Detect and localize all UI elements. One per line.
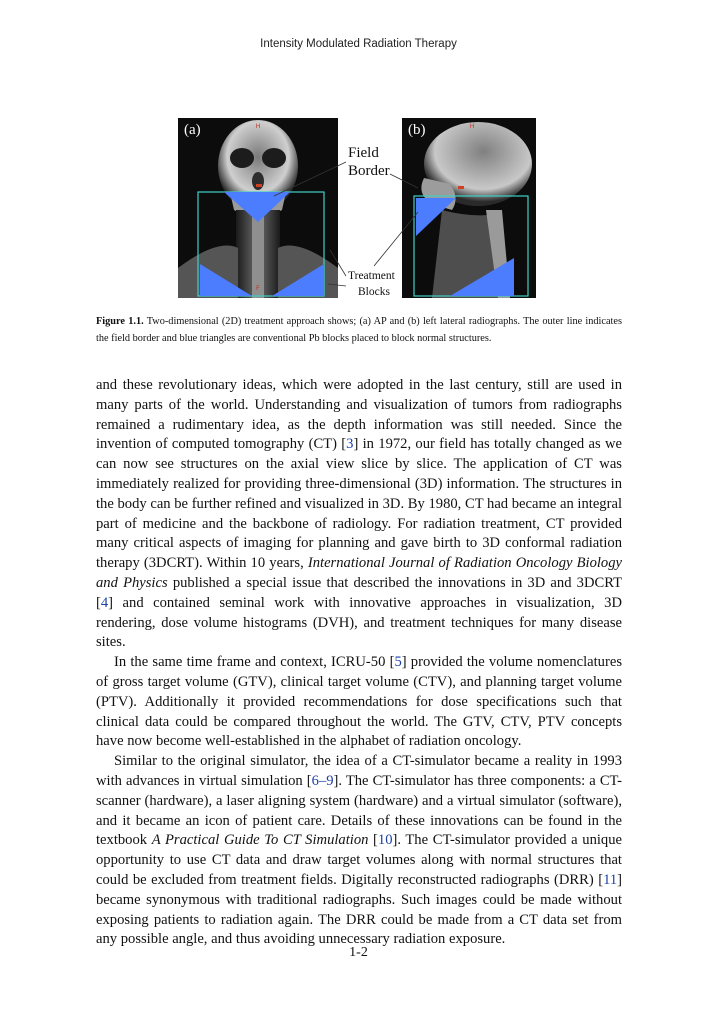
field-border-label: [348, 144, 390, 180]
journal-title: International Journal of Radiation Oncology Biology and Physics: [96, 555, 622, 591]
paragraph-3-text-d: ]. The CT-simulator provided a unique opportunity to use CT data and draw target volumes along with normal structures that could be excluded from treatment fields. Digitally reconstructed radiographs (DRR) [: [96, 832, 622, 888]
field-border-label-line1: Field: [348, 145, 379, 161]
panel-a-label: (a): [184, 122, 201, 138]
paragraph-2-text-b: ] provided the volume nomenclatures of gross target volume (GTV), clinical target volume (CTV), and planning target volume (PTV). Additionally it provided recommendations for dose specifications such that clinical data could be compared throughout the world. The GTV, CTV, PTV concepts have now become well-established in the alphabet of radiation oncology.: [96, 654, 622, 750]
figure-1-1: [178, 116, 548, 302]
paragraph-1-text-b: ] in 1972, our field has totally changed as we can now see structures on the axial view slice by slice. The application of CT was immediately realized for providing three-dimensional (3D) information. The structures in the body can be further refined and visualized in 3D. By 1980, CT had became an integral part of medicine and the backbone of radiology. For radiation treatment, CT provided many critical aspects of imaging for planning and gave birth to 3D conformal radiation therapy (3DCRT). Within 10 years,: [96, 436, 623, 572]
paragraph-3-text-b: ]. The CT-simulator has three components: a CT-scanner (hardware), a laser aligning system (hardware) and a virtual simulator (software), and it became an icon of patient care. Details of these innovations can be found in the textbook: [96, 772, 622, 849]
paragraph-1: [96, 376, 622, 653]
book-title: A Practical Guide To CT Simulation: [151, 832, 369, 849]
citation-link[interactable]: 4: [100, 594, 109, 611]
treatment-blocks-label-line1: Treatment: [348, 270, 395, 282]
citation-link[interactable]: 10: [377, 832, 393, 849]
field-border-label-line2: Border: [348, 163, 390, 179]
caption-text: Two-dimensional (2D) treatment approach shows; (a) AP and (b) left lateral radiographs. The outer line indicates the field border and blue triangles are conventional Pb blocks placed to block normal structures.: [96, 316, 622, 344]
citation-link[interactable]: 6–9: [311, 772, 334, 789]
running-header: Intensity Modulated Radiation Therapy: [260, 38, 457, 50]
body-text: [96, 376, 622, 950]
svg-text:H: H: [255, 124, 261, 130]
svg-text:H: H: [469, 124, 475, 130]
paragraph-1-text-c: published a special issue that described the innovations in 3D and 3DCRT [: [96, 574, 623, 611]
caption-label: Figure 1.1.: [96, 316, 144, 327]
paragraph-3-text-a: Similar to the original simulator, the idea of a CT-simulator became a reality in 1993 with advances in virtual simulation [: [96, 753, 622, 789]
svg-text:F: F: [256, 286, 260, 292]
paragraph-2-text-a: In the same time frame and context, ICRU-50 [: [114, 654, 395, 671]
figure-caption: [96, 313, 622, 347]
paragraph-3-text-e: ] became synonymous with traditional radiographs. Such images could be made without exposing patients to radiation again. The DRR could be made from a CT data set from any possible angle, and thus avoiding unnecessary radiation exposure.: [96, 871, 622, 948]
citation-link[interactable]: 11: [603, 871, 618, 888]
panel-b-label: (b): [408, 122, 426, 138]
paragraph-1-text-d: ] and contained seminal work with innovative approaches in visualization, 3D rendering, dose volume histograms (DVH), and treatment techniques for many disease sites.: [96, 594, 622, 651]
paragraph-1-text-a: and these revolutionary ideas, which were adopted in the last century, still are used in many parts of the world. Understanding and visualization of tumors from radiographs remained a rudimentary idea, as the depth information was still needed. Since the invention of computed tomography (CT) [: [96, 377, 622, 453]
page-number: 1-2: [349, 945, 368, 960]
citation-link[interactable]: 5: [394, 654, 402, 671]
treatment-blocks-label-line2: Blocks: [358, 286, 390, 298]
paragraph-3: [96, 752, 622, 950]
treatment-blocks-label: [348, 268, 395, 300]
paragraph-2: [96, 653, 622, 752]
paragraph-3-text-c: [: [368, 832, 378, 849]
citation-link[interactable]: 3: [346, 436, 354, 453]
